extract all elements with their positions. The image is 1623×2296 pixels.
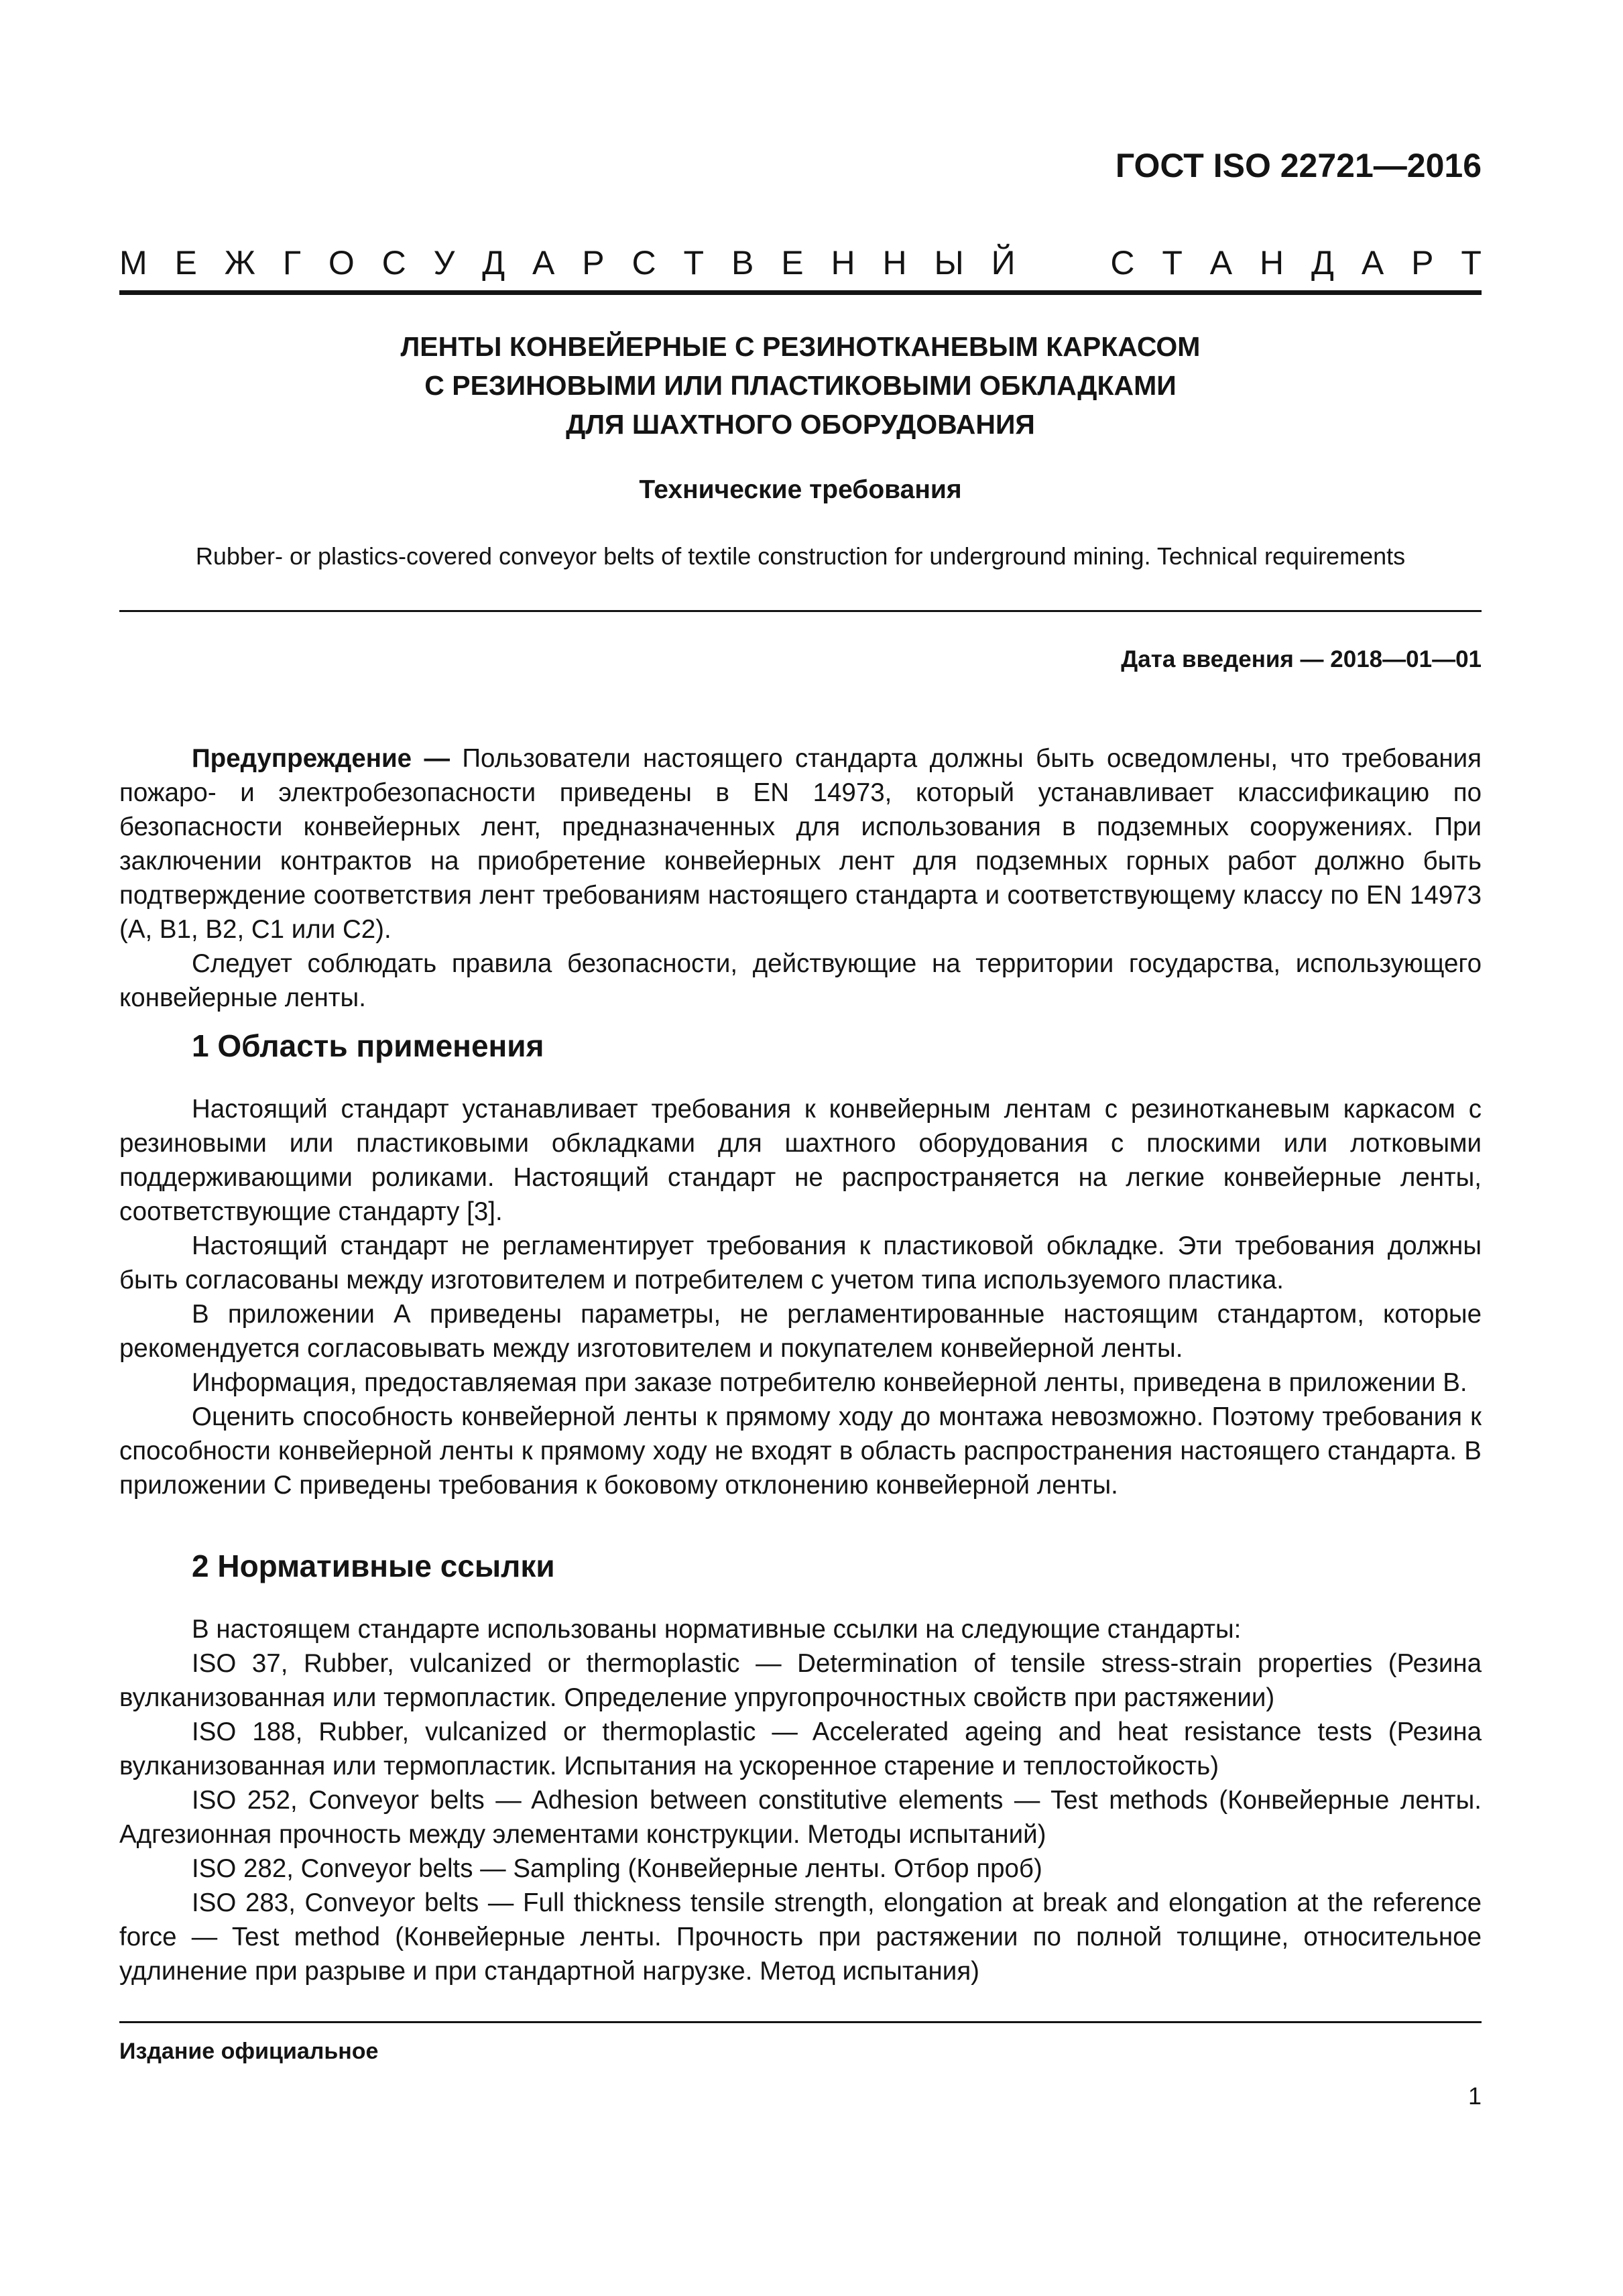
letter: Ы xyxy=(934,244,964,282)
letter: Н xyxy=(831,244,855,282)
footer-rule xyxy=(119,2021,1482,2023)
letter: Н xyxy=(882,244,907,282)
section-scope-body xyxy=(119,1092,1482,1502)
warning-paragraph xyxy=(119,741,1482,947)
warning-paragraph-2: Следует соблюдать правила безопасности, действующие на территории государства, использующего конвейерные ленты. xyxy=(119,949,1482,1012)
letter: У xyxy=(433,244,455,282)
letter: А xyxy=(1209,244,1233,282)
warning-block xyxy=(119,741,1482,1015)
letter: Т xyxy=(1461,244,1482,282)
letter: Е xyxy=(174,244,197,282)
introduction-date: Дата введения — 2018—01—01 xyxy=(1121,646,1482,672)
title-rule xyxy=(119,610,1482,612)
reference-item: ISO 252, Conveyor belts — Adhesion between constitutive elements — Test methods (Конвейерные ленты. Адгезионная прочность между элементами конструкции. Методы испытаний) xyxy=(119,1786,1482,1849)
warning-text: Пользователи настоящего стандарта должны быть осведомлены, что требования пожаро- и электробезопасности приведены в EN 14973, который устанавливает классификацию по безопасности конвейерных лент, предназначенных для использования в подземных сооружениях. При заключении контрактов на приобретение конвейерных лент для подземных горных работ должно быть подтверждение соответствия лент требованиям настоящего стандарта и соответствующему классу по EN 14973 (A, B1, B2, C1 или C2). xyxy=(119,744,1482,944)
letter: С xyxy=(381,244,406,282)
letter: Е xyxy=(781,244,804,282)
letter: Ж xyxy=(224,244,255,282)
letter: Т xyxy=(683,244,705,282)
letter: Р xyxy=(582,244,605,282)
document-number: ГОСТ ISO 22721—2016 xyxy=(1115,147,1482,184)
letter: С xyxy=(1110,244,1135,282)
letter: Д xyxy=(482,244,505,282)
page-number: 1 xyxy=(1467,2082,1482,2110)
document-page xyxy=(119,0,1482,2296)
paragraph: Оценить способность конвейерной ленты к прямому ходу до монтажа невозможно. Поэтому требования к способности конвейерной ленты к прямому ходу не входят в область распространения настоящего стандарта. В приложении С приведены требования к боковому отклонению конвейерной ленты. xyxy=(119,1402,1482,1500)
official-edition-label: Издание официальное xyxy=(119,2039,379,2064)
warning-label: Предупреждение — xyxy=(192,744,450,773)
document-title xyxy=(119,327,1482,444)
letter: О xyxy=(328,244,355,282)
paragraph: Настоящий стандарт устанавливает требования к конвейерным лентам с резинотканевым каркасом с резиновыми или пластиковыми обкладками для шахтного оборудования с плоскими или лотковыми поддерживающими роликами. Настоящий стандарт не распространяется на легкие конвейерные ленты, соответствующие стандарту [3]. xyxy=(119,1095,1482,1226)
letter: С xyxy=(632,244,656,282)
letter: М xyxy=(119,244,147,282)
section-heading-scope: 1 Область применения xyxy=(192,1028,544,1063)
letter: Г xyxy=(282,244,301,282)
reference-item: ISO 283, Conveyor belts — Full thickness tensile strength, elongation at break and elongation at the reference force — Test method (Конвейерные ленты. Прочность при растяжении по полной толщине, относительное удлинение при разрыве и при стандартной нагрузке. Метод испытания) xyxy=(119,1888,1482,1986)
letter: Н xyxy=(1260,244,1284,282)
letter: Д xyxy=(1311,244,1334,282)
letter: Й xyxy=(991,244,1016,282)
title-line-1: ЛЕНТЫ КОНВЕЙЕРНЫЕ С РЕЗИНОТКАНЕВЫМ КАРКАСОМ xyxy=(400,331,1201,362)
reference-item: ISO 37, Rubber, vulcanized or thermoplastic — Determination of tensile stress-strain properties (Резина вулканизованная или термопластик. Определение упругопрочностных свойств при растяжении) xyxy=(119,1649,1482,1712)
letter: А xyxy=(532,244,555,282)
english-title: Rubber- or plastics-covered conveyor belts of textile construction for underground mining. Technical requirements xyxy=(195,542,1406,570)
section-heading-references: 2 Нормативные ссылки xyxy=(192,1549,555,1583)
letter: Т xyxy=(1162,244,1183,282)
paragraph: В приложении А приведены параметры, не регламентированные настоящим стандартом, которые рекомендуется согласовывать между изготовителем и покупателем конвейерной ленты. xyxy=(119,1300,1482,1363)
paragraph: Информация, предоставляемая при заказе потребителю конвейерной ленты, приведена в приложении В. xyxy=(192,1368,1467,1397)
header-rule xyxy=(119,290,1482,295)
document-subtitle: Технические требования xyxy=(639,475,962,504)
reference-item: ISO 188, Rubber, vulcanized or thermoplastic — Accelerated ageing and heat resistance tests (Резина вулканизованная или термопластик. Испытания на ускоренное старение и теплостойкость) xyxy=(119,1717,1482,1780)
paragraph: В настоящем стандарте использованы нормативные ссылки на следующие стандарты: xyxy=(192,1615,1242,1644)
letter: В xyxy=(731,244,754,282)
standard-type-heading xyxy=(119,243,1482,283)
letter: А xyxy=(1361,244,1384,282)
letter: Р xyxy=(1411,244,1434,282)
section-references-body xyxy=(119,1612,1482,1988)
title-line-2: С РЕЗИНОВЫМИ ИЛИ ПЛАСТИКОВЫМИ ОБКЛАДКАМИ xyxy=(424,370,1177,401)
paragraph: Настоящий стандарт не регламентирует требования к пластиковой обкладке. Эти требования должны быть согласованы между изготовителем и потребителем с учетом типа используемого пластика. xyxy=(119,1231,1482,1294)
title-line-3: ДЛЯ ШАХТНОГО ОБОРУДОВАНИЯ xyxy=(566,409,1035,440)
reference-item: ISO 282, Conveyor belts — Sampling (Конвейерные ленты. Отбор проб) xyxy=(192,1854,1042,1883)
